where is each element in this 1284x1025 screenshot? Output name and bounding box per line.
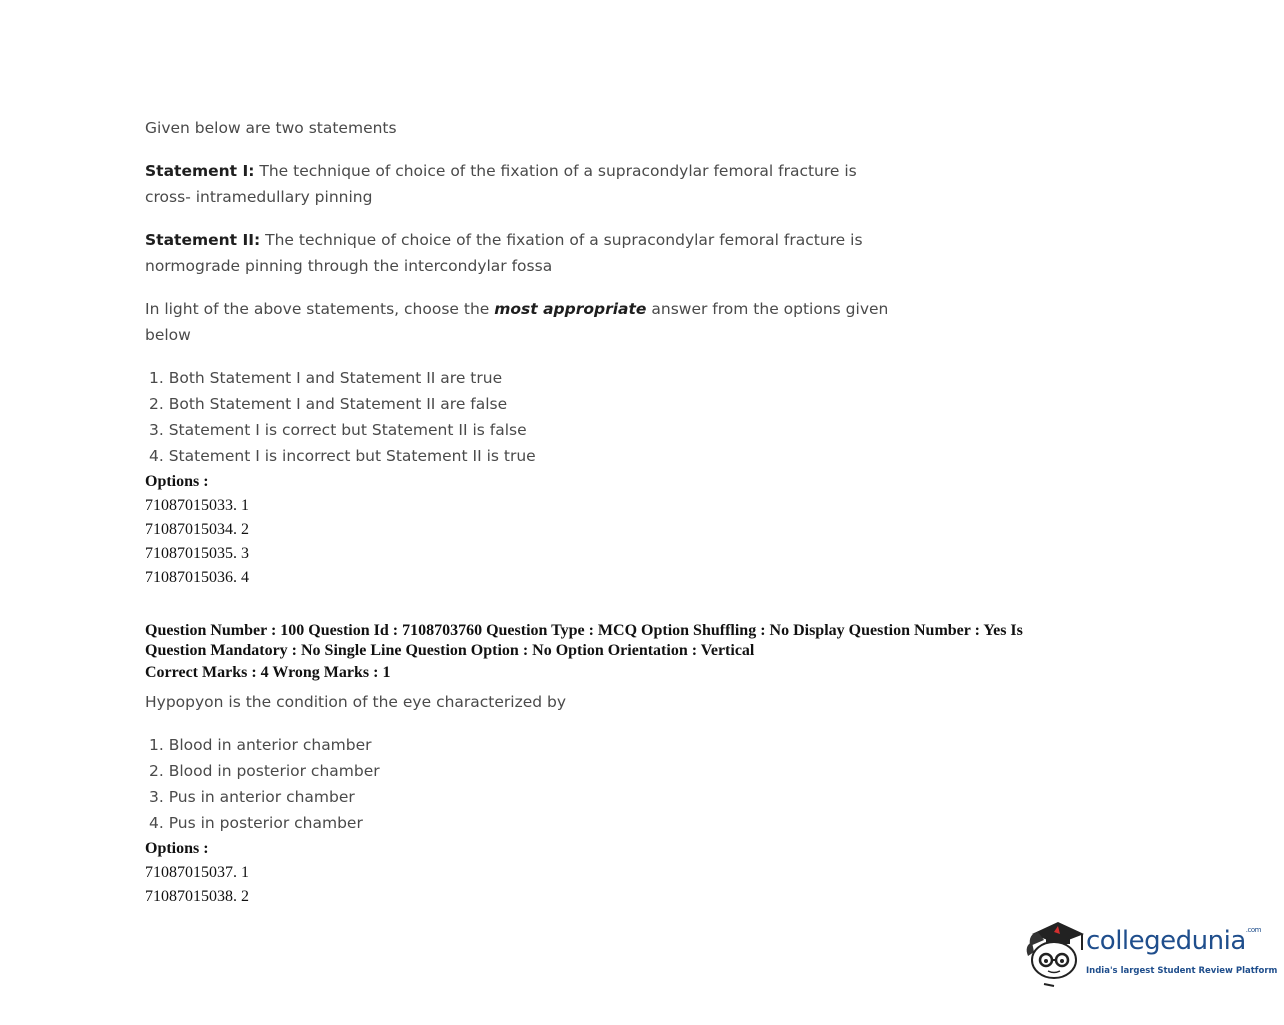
q99-prompt: [145, 296, 905, 348]
q99-intro: Given below are two statements: [145, 119, 397, 137]
options-label: Options :: [145, 840, 209, 857]
choice-item: 3. Statement I is correct but Statement II is false: [149, 421, 527, 439]
option-id: 71087015035. 3: [145, 545, 249, 562]
prompt-text-line2: below: [145, 326, 191, 344]
choice-item: 4. Pus in posterior chamber: [149, 814, 363, 832]
choice-item: 4. Statement I is incorrect but Statement II is true: [149, 447, 536, 465]
statement-1-text-cont: cross- intramedullary pinning: [145, 188, 373, 206]
question-meta-line: Question Number : 100 Question Id : 7108703760 Question Type : MCQ Option Shuffling : No Display Question Number : Yes Is: [145, 622, 1023, 639]
statement-2-label: Statement II:: [145, 231, 261, 249]
prompt-emphasis: most appropriate: [494, 300, 647, 318]
choice-item: 1. Blood in anterior chamber: [149, 736, 372, 754]
option-id: 71087015034. 2: [145, 521, 249, 538]
q99-statement-2: [145, 227, 905, 279]
option-id: 71087015038. 2: [145, 888, 249, 905]
q100-meta: [145, 621, 1105, 685]
q99-statement-1: [145, 158, 905, 210]
logo-dotcom: .com: [1245, 926, 1261, 934]
choice-item: 2. Both Statement I and Statement II are false: [149, 395, 508, 413]
logo-name: collegedunia: [1086, 926, 1246, 956]
prompt-text-cont: answer from the options given: [646, 300, 889, 318]
choice-item: 3. Pus in anterior chamber: [149, 788, 355, 806]
statement-2-text: The technique of choice of the fixation of a supracondylar femoral fracture is: [260, 231, 863, 249]
q99-choices: [145, 365, 536, 469]
statement-2-text-cont: normograde pinning through the intercondylar fossa: [145, 257, 553, 275]
option-id: 71087015033. 1: [145, 497, 249, 514]
question-text: Hypopyon is the condition of the eye characterized by: [145, 693, 567, 711]
question-marks: Correct Marks : 4 Wrong Marks : 1: [145, 664, 391, 681]
option-id: 71087015036. 4: [145, 569, 249, 586]
options-label: Options :: [145, 473, 209, 490]
q100-options: [145, 837, 249, 909]
logo-tagline: India's largest Student Review Platform: [1086, 966, 1278, 976]
q99-options: [145, 470, 249, 590]
q100-question: [145, 689, 566, 715]
logo-wordmark: [1086, 926, 1261, 956]
statement-1-label: Statement I:: [145, 162, 255, 180]
q100-choices: [145, 732, 380, 836]
statement-1-text: The technique of choice of the fixation of a supracondylar femoral fracture is: [254, 162, 857, 180]
choice-item: 2. Blood in posterior chamber: [149, 762, 380, 780]
choice-item: 1. Both Statement I and Statement II are true: [149, 369, 503, 387]
prompt-text: In light of the above statements, choose the: [145, 300, 495, 318]
option-id: 71087015037. 1: [145, 864, 249, 881]
mascot-icon: [1024, 916, 1088, 988]
question-meta-line: Question Mandatory : No Single Line Question Option : No Option Orientation : Vertical: [145, 642, 755, 659]
collegedunia-logo: [1024, 916, 1278, 988]
